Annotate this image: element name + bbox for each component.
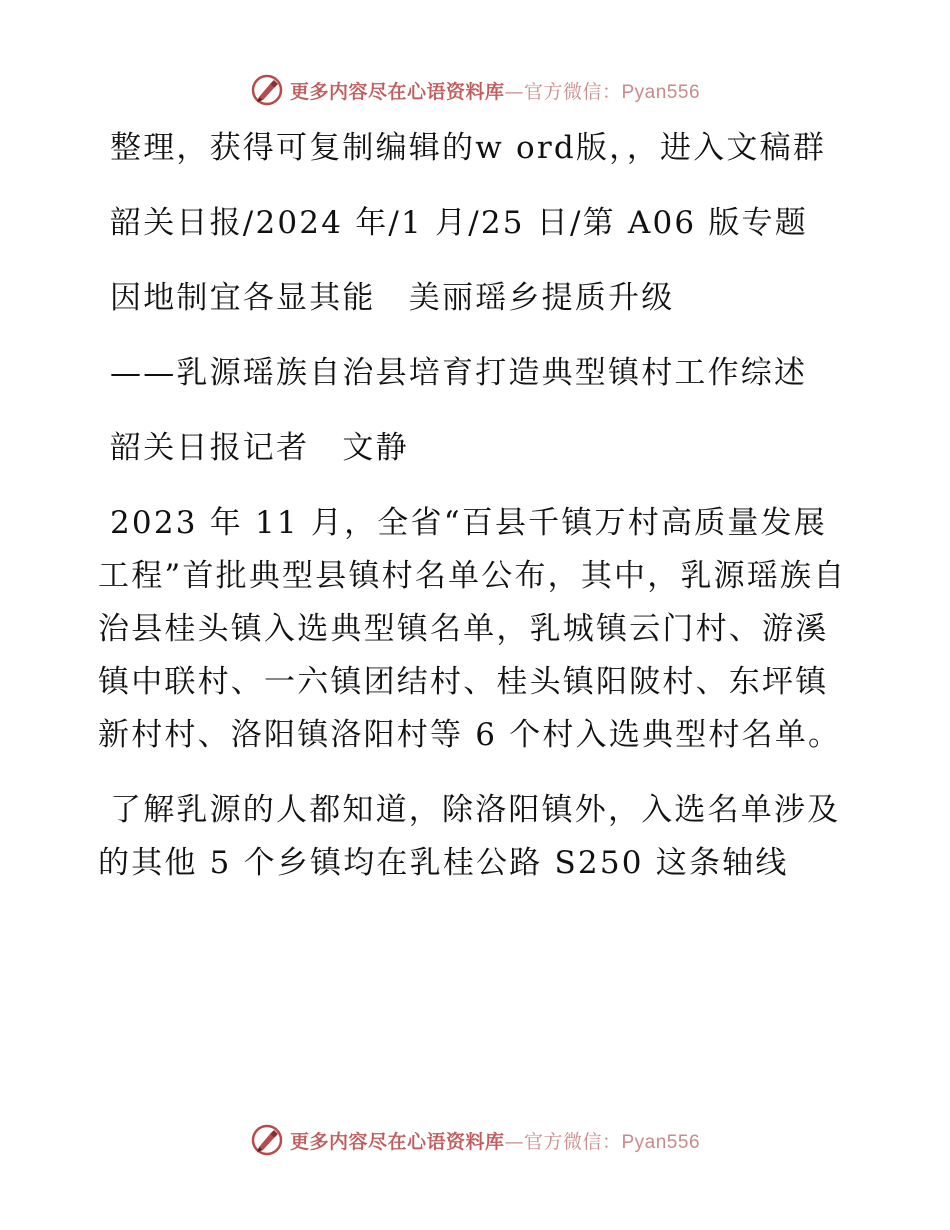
footer-watermark bbox=[0, 1120, 950, 1160]
document-body bbox=[98, 122, 858, 912]
body-paragraph-1: 2023 年 11 月，全省“百县千镇万村高质量发展工程”首批典型县镇村名单公布，其中，乳源瑶族自治县桂头镇入选典型镇名单，乳城镇云门村、游溪镇中联村、一六镇团结村、桂头镇阳陂村、东坪镇新村村、洛阳镇洛阳村等 6 个村入选典型村名单。 bbox=[98, 505, 847, 753]
watermark-text bbox=[290, 1127, 700, 1154]
watermark-account: Pyan556 bbox=[621, 81, 701, 103]
byline: 韶关日报记者 文静 bbox=[110, 430, 409, 466]
watermark-text bbox=[290, 77, 700, 104]
watermark-brand: 更多内容尽在心语资料库 bbox=[289, 1130, 505, 1153]
source-line: 韶关日报/2024 年/1 月/25 日/第 A06 版专题 bbox=[110, 205, 808, 241]
pen-logo-icon bbox=[250, 73, 284, 107]
watermark-separator: — bbox=[504, 80, 524, 103]
watermark-brand: 更多内容尽在心语资料库 bbox=[289, 80, 505, 103]
watermark-account: Pyan556 bbox=[621, 1131, 701, 1153]
watermark-label: 官方微信： bbox=[523, 1130, 622, 1153]
pen-logo-icon bbox=[250, 1123, 284, 1157]
header-watermark bbox=[0, 70, 950, 110]
watermark-label: 官方微信： bbox=[523, 80, 622, 103]
watermark-separator: — bbox=[504, 1130, 524, 1153]
intro-paragraph: 整理，获得可复制编辑的w ord版，，进入文稿群 bbox=[110, 130, 827, 166]
article-title: 因地制宜各显其能 美丽瑶乡提质升级 bbox=[110, 280, 675, 316]
article-subtitle: ——乳源瑶族自治县培育打造典型镇村工作综述 bbox=[110, 355, 808, 391]
body-paragraph-2: 了解乳源的人都知道，除洛阳镇外，入选名单涉及的其他 5 个乡镇均在乳桂公路 S250 这条轴线 bbox=[98, 792, 841, 881]
